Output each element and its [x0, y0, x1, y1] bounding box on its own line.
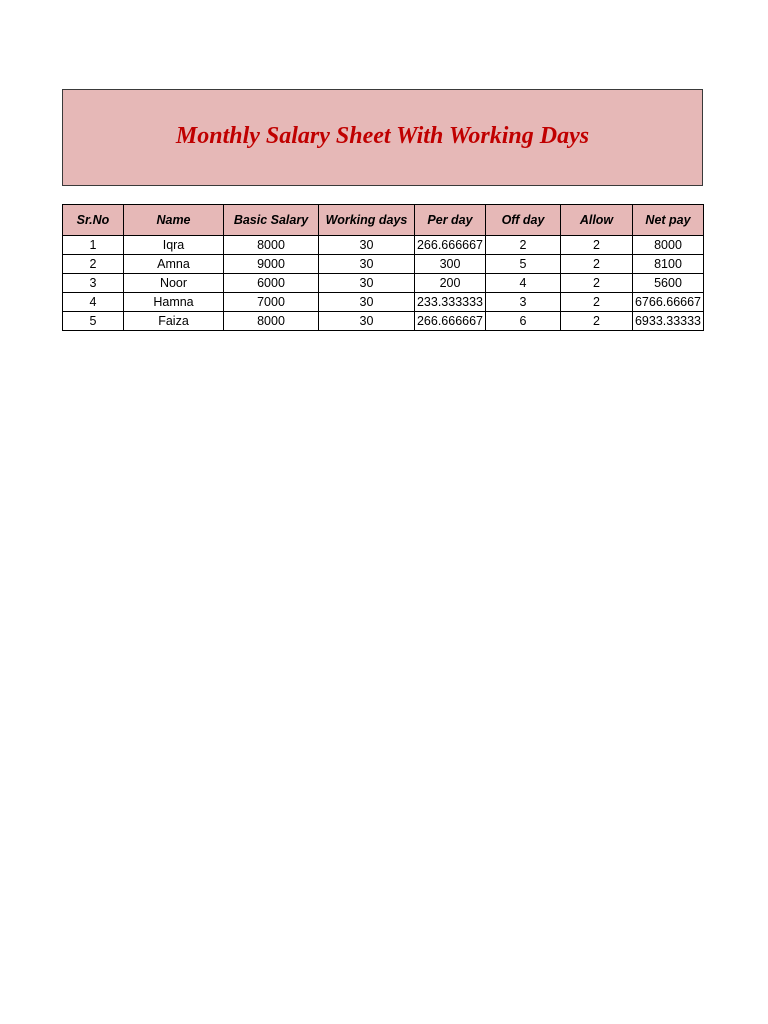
cell-allow: 2 [561, 274, 633, 293]
cell-net-pay: 6933.33333 [633, 312, 704, 331]
cell-working-days: 30 [319, 293, 415, 312]
cell-per-day: 266.666667 [415, 236, 486, 255]
cell-name: Hamna [124, 293, 224, 312]
cell-net-pay: 6766.66667 [633, 293, 704, 312]
table-row [63, 255, 704, 274]
header-row [63, 205, 704, 236]
cell-basic-salary: 8000 [224, 312, 319, 331]
cell-sr-no: 3 [63, 274, 124, 293]
title-banner [62, 89, 703, 186]
cell-basic-salary: 7000 [224, 293, 319, 312]
column-header-name: Name [124, 205, 224, 236]
cell-name: Iqra [124, 236, 224, 255]
column-header-allow: Allow [561, 205, 633, 236]
cell-off-day: 5 [486, 255, 561, 274]
cell-working-days: 30 [319, 274, 415, 293]
cell-basic-salary: 9000 [224, 255, 319, 274]
cell-off-day: 4 [486, 274, 561, 293]
cell-net-pay: 8000 [633, 236, 704, 255]
cell-sr-no: 1 [63, 236, 124, 255]
cell-per-day: 233.333333 [415, 293, 486, 312]
table-row [63, 312, 704, 331]
cell-name: Noor [124, 274, 224, 293]
cell-name: Faiza [124, 312, 224, 331]
cell-allow: 2 [561, 236, 633, 255]
cell-per-day: 200 [415, 274, 486, 293]
column-header-sr-no: Sr.No [63, 205, 124, 236]
cell-sr-no: 4 [63, 293, 124, 312]
cell-allow: 2 [561, 293, 633, 312]
cell-per-day: 300 [415, 255, 486, 274]
salary-table [62, 204, 704, 331]
cell-sr-no: 5 [63, 312, 124, 331]
cell-allow: 2 [561, 255, 633, 274]
cell-working-days: 30 [319, 312, 415, 331]
column-header-per-day: Per day [415, 205, 486, 236]
cell-name: Amna [124, 255, 224, 274]
cell-sr-no: 2 [63, 255, 124, 274]
column-header-off-day: Off day [486, 205, 561, 236]
table-row [63, 236, 704, 255]
cell-per-day: 266.666667 [415, 312, 486, 331]
cell-off-day: 6 [486, 312, 561, 331]
column-header-basic-salary: Basic Salary [224, 205, 319, 236]
cell-basic-salary: 6000 [224, 274, 319, 293]
cell-working-days: 30 [319, 255, 415, 274]
table-row [63, 274, 704, 293]
column-header-working-days: Working days [319, 205, 415, 236]
table-row [63, 293, 704, 312]
cell-basic-salary: 8000 [224, 236, 319, 255]
column-header-net-pay: Net pay [633, 205, 704, 236]
cell-allow: 2 [561, 312, 633, 331]
cell-net-pay: 8100 [633, 255, 704, 274]
cell-off-day: 2 [486, 236, 561, 255]
page-title: Monthly Salary Sheet With Working Days [175, 123, 590, 149]
cell-off-day: 3 [486, 293, 561, 312]
cell-net-pay: 5600 [633, 274, 704, 293]
cell-working-days: 30 [319, 236, 415, 255]
